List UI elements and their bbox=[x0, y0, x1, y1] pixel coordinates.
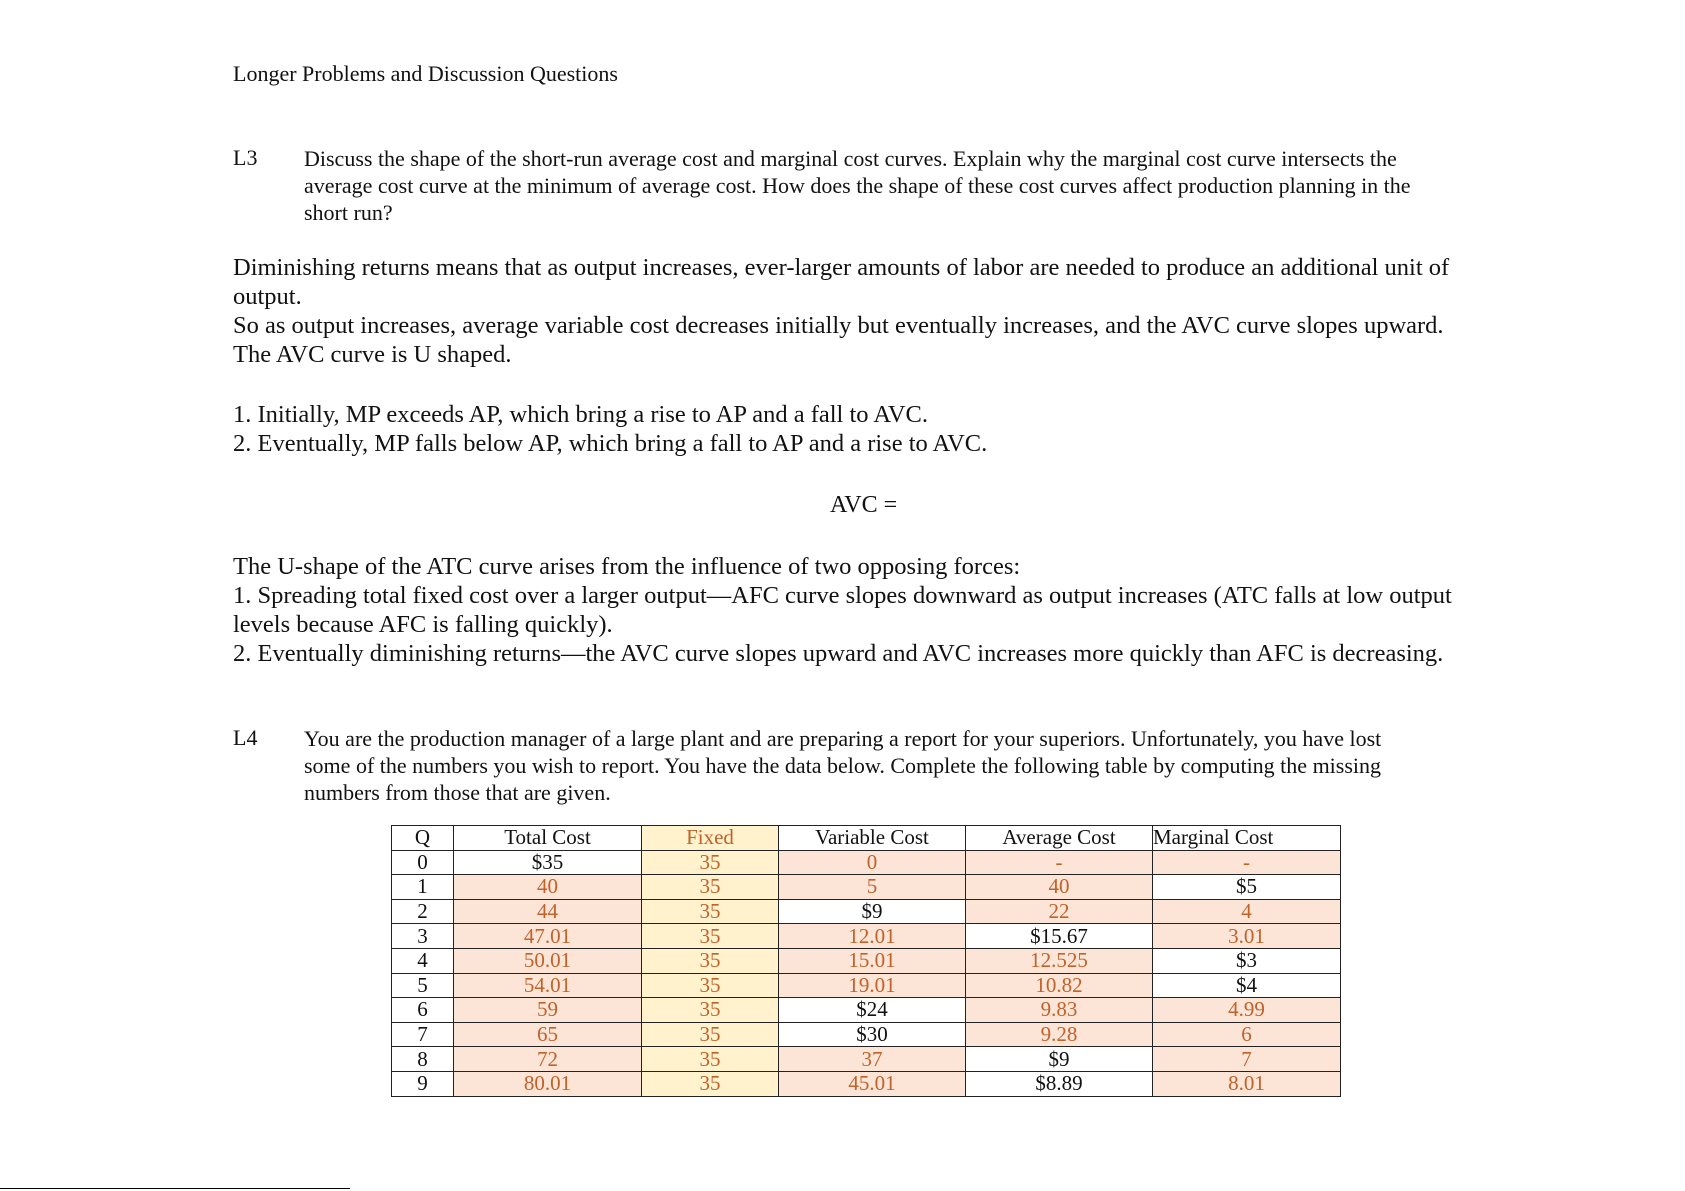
question-l3-line: short run? bbox=[304, 200, 393, 225]
cell-variable-cost: 37 bbox=[779, 1047, 966, 1072]
cell-average-cost: 40 bbox=[966, 875, 1153, 900]
cell-average-cost: $8.89 bbox=[966, 1071, 1153, 1096]
cell-total-cost: 65 bbox=[454, 1022, 642, 1047]
cell-average-cost: 9.28 bbox=[966, 1022, 1153, 1047]
answer-line: output. bbox=[233, 283, 302, 310]
section-heading: Longer Problems and Discussion Questions bbox=[233, 61, 618, 86]
cell-q: 4 bbox=[392, 948, 454, 973]
cell-average-cost: 9.83 bbox=[966, 998, 1153, 1023]
table-row bbox=[392, 1022, 1341, 1047]
cell-q: 6 bbox=[392, 998, 454, 1023]
cell-total-cost: 44 bbox=[454, 899, 642, 924]
answer-paragraph-mp-ap bbox=[233, 400, 1533, 458]
table-row bbox=[392, 850, 1341, 875]
cell-total-cost: 54.01 bbox=[454, 973, 642, 998]
question-l3-line: average cost curve at the minimum of average cost. How does the shape of these cost curves affect production planning in the bbox=[304, 173, 1411, 198]
column-header-variable-cost: Variable Cost bbox=[779, 826, 966, 851]
cell-variable-cost: 19.01 bbox=[779, 973, 966, 998]
cell-marginal-cost: 3.01 bbox=[1153, 924, 1341, 949]
cell-total-cost: 47.01 bbox=[454, 924, 642, 949]
cell-fixed: 35 bbox=[642, 875, 779, 900]
answer-line: levels because AFC is falling quickly). bbox=[233, 611, 613, 638]
table-row bbox=[392, 973, 1341, 998]
table-row bbox=[392, 1071, 1341, 1096]
cell-q: 3 bbox=[392, 924, 454, 949]
cell-variable-cost: $24 bbox=[779, 998, 966, 1023]
cell-fixed: 35 bbox=[642, 973, 779, 998]
table-row bbox=[392, 998, 1341, 1023]
cell-variable-cost: 0 bbox=[779, 850, 966, 875]
answer-line: Diminishing returns means that as output increases, ever-larger amounts of labor are needed to produce an additional unit of bbox=[233, 254, 1450, 281]
cell-average-cost: 10.82 bbox=[966, 973, 1153, 998]
cost-table bbox=[391, 825, 1341, 1097]
cell-total-cost: 72 bbox=[454, 1047, 642, 1072]
cell-q: 7 bbox=[392, 1022, 454, 1047]
answer-line: 1. Spreading total fixed cost over a larger output—AFC curve slopes downward as output increases (ATC falls at low output bbox=[233, 582, 1452, 609]
cell-average-cost: $9 bbox=[966, 1047, 1153, 1072]
cell-average-cost: 12.525 bbox=[966, 948, 1153, 973]
answer-paragraph-diminishing-returns bbox=[233, 253, 1533, 369]
question-l3-text bbox=[304, 145, 1514, 226]
cell-marginal-cost: 4 bbox=[1153, 899, 1341, 924]
cell-total-cost: $35 bbox=[454, 850, 642, 875]
cell-q: 9 bbox=[392, 1071, 454, 1096]
cell-fixed: 35 bbox=[642, 924, 779, 949]
avc-formula: AVC = bbox=[830, 492, 898, 518]
question-l3-line: Discuss the shape of the short-run average cost and marginal cost curves. Explain why the marginal cost curve intersects the bbox=[304, 146, 1397, 171]
answer-line: 2. Eventually diminishing returns—the AVC curve slopes upward and AVC increases more quickly than AFC is decreasing. bbox=[233, 640, 1444, 667]
cell-total-cost: 59 bbox=[454, 998, 642, 1023]
answer-line: 1. Initially, MP exceeds AP, which bring a rise to AP and a fall to AVC. bbox=[233, 401, 929, 428]
column-header-q: Q bbox=[392, 826, 454, 851]
cell-fixed: 35 bbox=[642, 948, 779, 973]
cell-total-cost: 40 bbox=[454, 875, 642, 900]
cell-marginal-cost: - bbox=[1153, 850, 1341, 875]
cell-average-cost: - bbox=[966, 850, 1153, 875]
cell-marginal-cost: 4.99 bbox=[1153, 998, 1341, 1023]
page-divider bbox=[0, 1188, 350, 1189]
cell-fixed: 35 bbox=[642, 850, 779, 875]
answer-line: The AVC curve is U shaped. bbox=[233, 341, 512, 368]
question-l4-text bbox=[304, 725, 1514, 806]
cell-variable-cost: 15.01 bbox=[779, 948, 966, 973]
table-row bbox=[392, 899, 1341, 924]
cell-q: 8 bbox=[392, 1047, 454, 1072]
answer-line: 2. Eventually, MP falls below AP, which bring a fall to AP and a rise to AVC. bbox=[233, 430, 988, 457]
cell-fixed: 35 bbox=[642, 1047, 779, 1072]
cell-marginal-cost: 6 bbox=[1153, 1022, 1341, 1047]
column-header-fixed: Fixed bbox=[642, 826, 779, 851]
answer-paragraph-atc-shape bbox=[233, 552, 1533, 668]
column-header-average-cost: Average Cost bbox=[966, 826, 1153, 851]
cell-variable-cost: $9 bbox=[779, 899, 966, 924]
table-row bbox=[392, 948, 1341, 973]
answer-line: So as output increases, average variable cost decreases initially but eventually increases, and the AVC curve slopes upward. bbox=[233, 312, 1444, 339]
cell-fixed: 35 bbox=[642, 998, 779, 1023]
table-row bbox=[392, 924, 1341, 949]
cell-total-cost: 50.01 bbox=[454, 948, 642, 973]
cell-marginal-cost: 7 bbox=[1153, 1047, 1341, 1072]
cell-average-cost: $15.67 bbox=[966, 924, 1153, 949]
column-header-marginal-cost: Marginal Cost bbox=[1153, 826, 1341, 851]
table-row bbox=[392, 875, 1341, 900]
cell-total-cost: 80.01 bbox=[454, 1071, 642, 1096]
cell-marginal-cost: $5 bbox=[1153, 875, 1341, 900]
cell-marginal-cost: $4 bbox=[1153, 973, 1341, 998]
cell-variable-cost: 45.01 bbox=[779, 1071, 966, 1096]
cell-q: 1 bbox=[392, 875, 454, 900]
question-l4-line: You are the production manager of a large plant and are preparing a report for your superiors. Unfortunately, you have lost bbox=[304, 726, 1382, 751]
cell-average-cost: 22 bbox=[966, 899, 1153, 924]
column-header-total-cost: Total Cost bbox=[454, 826, 642, 851]
answer-line: The U-shape of the ATC curve arises from the influence of two opposing forces: bbox=[233, 553, 1021, 580]
question-l4-line: some of the numbers you wish to report. You have the data below. Complete the following table by computing the missing bbox=[304, 753, 1382, 778]
table-row bbox=[392, 1047, 1341, 1072]
cell-q: 5 bbox=[392, 973, 454, 998]
cell-fixed: 35 bbox=[642, 1071, 779, 1096]
cell-variable-cost: 12.01 bbox=[779, 924, 966, 949]
cell-q: 2 bbox=[392, 899, 454, 924]
cell-fixed: 35 bbox=[642, 899, 779, 924]
cell-marginal-cost: $3 bbox=[1153, 948, 1341, 973]
table-header-row bbox=[392, 826, 1341, 851]
cell-variable-cost: $30 bbox=[779, 1022, 966, 1047]
cell-variable-cost: 5 bbox=[779, 875, 966, 900]
cell-marginal-cost: 8.01 bbox=[1153, 1071, 1341, 1096]
cell-q: 0 bbox=[392, 850, 454, 875]
cell-fixed: 35 bbox=[642, 1022, 779, 1047]
question-l4-line: numbers from those that are given. bbox=[304, 780, 611, 805]
question-number-l3: L3 bbox=[233, 145, 258, 170]
question-number-l4: L4 bbox=[233, 725, 258, 750]
